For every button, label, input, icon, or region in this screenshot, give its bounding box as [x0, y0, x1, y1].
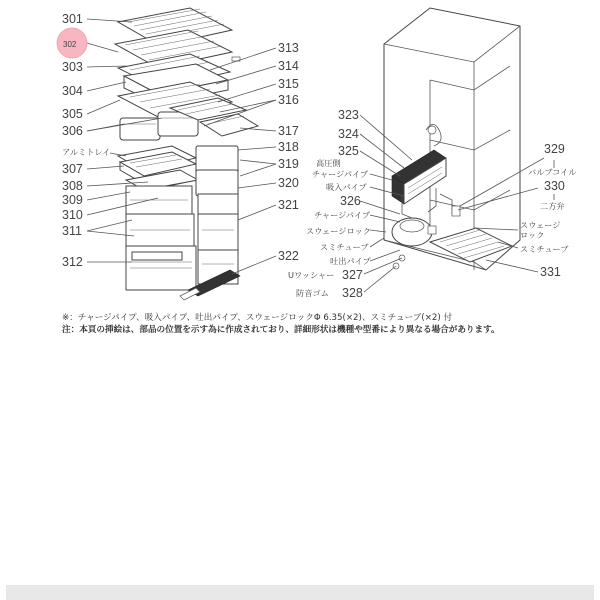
- label-rubber: 防音ゴム: [296, 288, 329, 298]
- note-included-parts: ※：チャージパイプ、吸入パイプ、吐出パイプ、スウェージロックΦ 6.35(×2)、スミチューブ(×2) 付: [62, 313, 453, 323]
- bottom-bar: [6, 585, 594, 600]
- label-sumi-tube-left: スミチューブ: [320, 242, 369, 252]
- part-327: 327: [342, 268, 363, 282]
- part-330: 330: [544, 179, 565, 193]
- label-u-washer: Uワッシャー: [288, 270, 335, 280]
- part-326: 326: [340, 194, 361, 208]
- part-320: 320: [278, 176, 299, 190]
- part-labels-mid: [278, 41, 299, 263]
- part-303: 303: [62, 60, 83, 74]
- label-suction-pipe: 吸入パイプ: [326, 182, 367, 192]
- part-315: 315: [278, 77, 299, 91]
- label-swage-lock-right-2: ロック: [520, 230, 545, 240]
- part-311: 311: [62, 224, 82, 238]
- label-swage-lock-right-1: スウェージ: [520, 220, 561, 230]
- part-317: 317: [278, 124, 299, 138]
- part-319: 319: [278, 157, 299, 171]
- part-304: 304: [62, 84, 83, 98]
- label-charge-pipe: チャージパイプ: [314, 210, 371, 220]
- part-325: 325: [338, 144, 359, 158]
- label-swage-lock-left: スウェージロック: [306, 226, 371, 236]
- part-329: 329: [544, 142, 565, 156]
- part-302[interactable]: 302: [63, 40, 77, 49]
- part-331: 331: [540, 265, 561, 279]
- part-312: 312: [62, 255, 83, 269]
- part-322: 322: [278, 249, 299, 263]
- label-hp-charge-pipe-1: 高圧側: [316, 158, 341, 168]
- part-305: 305: [62, 107, 83, 121]
- part-321: 321: [278, 198, 299, 212]
- label-sumi-tube-right: スミチューブ: [520, 244, 569, 254]
- label-valve-coil: バルブコイル: [528, 167, 577, 177]
- part-313: 313: [278, 41, 299, 55]
- part-309: 309: [62, 193, 83, 207]
- part-308: 308: [62, 179, 83, 193]
- right-assembly-drawing: [384, 8, 520, 270]
- part-301: 301: [62, 12, 83, 26]
- part-328: 328: [342, 286, 363, 300]
- label-three-way-valve: 二方弁: [540, 201, 565, 211]
- part-306: 306: [62, 124, 83, 138]
- label-hp-charge-pipe-2: チャージパイプ: [312, 169, 369, 179]
- part-318: 318: [278, 140, 299, 154]
- part-316: 316: [278, 93, 299, 107]
- part-307: 307: [62, 162, 83, 176]
- part-310: 310: [62, 208, 83, 222]
- left-assembly-drawing: [115, 8, 258, 300]
- note-disclaimer: 注：本頁の挿絵は、部品の位置を示す為に作成されており、詳細形状は機種や型番により異なる場合があります。: [62, 325, 500, 335]
- part-324: 324: [338, 127, 359, 141]
- label-discharge-pipe: 吐出パイプ: [330, 256, 371, 266]
- part-323: 323: [338, 108, 359, 122]
- part-314: 314: [278, 59, 299, 73]
- label-aluminum-tray: アルミトレイ: [62, 147, 111, 157]
